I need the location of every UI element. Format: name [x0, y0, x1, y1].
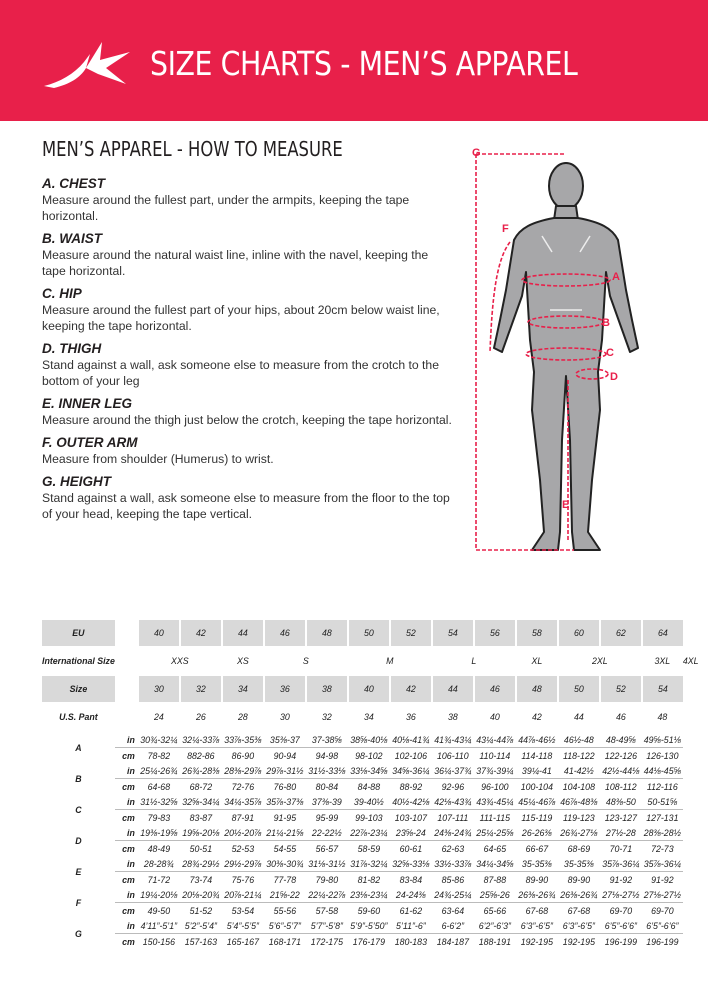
table-cell: 184-187: [432, 934, 474, 950]
table-cell: 123-127: [600, 810, 642, 826]
table-cell: 66-67: [516, 841, 558, 857]
label-c: C: [606, 347, 614, 359]
table-cell: 77-78: [264, 872, 306, 888]
table-cell: 85-86: [432, 872, 474, 888]
table-cell: 108-112: [600, 779, 642, 795]
table-cell: 91-92: [600, 872, 642, 888]
table-cell: 35-35⅜: [563, 858, 594, 869]
table-cell: 122-126: [600, 748, 642, 764]
table-cell: 88-92: [390, 779, 432, 795]
table-cell: 6’5”-6’6”: [604, 920, 637, 931]
table-cell: 89-90: [516, 872, 558, 888]
unit-label: in: [127, 796, 135, 807]
measure-row-c-cm: [42, 810, 699, 826]
table-cell: 44⅛-45⅝: [643, 765, 681, 776]
table-cell: 30⅜-30¾: [266, 858, 304, 869]
page-title: SIZE CHARTS - MEN’S APPAREL: [150, 44, 578, 83]
table-cell: 91-92: [642, 872, 683, 888]
table-cell: 70-71: [600, 841, 642, 857]
row-label: B: [75, 773, 82, 784]
table-cell: 26⅜-26¾: [560, 889, 598, 900]
table-cell: 49⅝-51⅛: [643, 734, 681, 745]
table-cell: 180-183: [390, 934, 432, 950]
header-banner: [0, 0, 708, 121]
table-cell: 104-108: [558, 779, 600, 795]
measure-row-e-cm: [42, 872, 699, 888]
table-cell: 110-114: [474, 748, 516, 764]
table-cell: 40½-42⅛: [392, 796, 430, 807]
table-cell: 126-130: [642, 748, 683, 764]
table-cell: 25¼-26¾: [140, 765, 178, 776]
eu-row: EU 40 42 44 46 48 50 52 54 56 58 60 62 64: [42, 620, 699, 646]
table-cell: 26⅜-26¾: [518, 889, 556, 900]
table-cell: 68-69: [558, 841, 600, 857]
table-cell: 19¼-20⅛: [140, 889, 178, 900]
table-cell: 42½-44⅛: [602, 765, 640, 776]
table-cell: 76-80: [264, 779, 306, 795]
table-cell: 68-72: [180, 779, 222, 795]
table-cell: 52-53: [222, 841, 264, 857]
table-cell: 33⅞-35⅜: [224, 734, 262, 745]
measure-row-a-cm: [42, 748, 699, 764]
body-silhouette: [494, 163, 638, 550]
measure-row-e-in: [42, 856, 699, 872]
measure-row-b-in: [42, 763, 699, 779]
table-cell: 119-123: [558, 810, 600, 826]
table-cell: 102-106: [390, 748, 432, 764]
alpinestars-logo-icon: [40, 38, 140, 90]
measure-row-f-in: [42, 887, 699, 903]
table-cell: 57-58: [306, 903, 348, 919]
table-cell: 56-57: [306, 841, 348, 857]
table-cell: 6’3”-6’5”: [562, 920, 595, 931]
table-cell: 20⅞-21¼: [224, 889, 262, 900]
table-cell: 27½-28: [605, 827, 636, 838]
table-cell: 20⅛-20¾: [182, 889, 220, 900]
table-cell: 4’11”-5’1”: [140, 920, 178, 931]
table-cell: 99-103: [348, 810, 390, 826]
table-cell: 107-111: [432, 810, 474, 826]
row-label: F: [75, 897, 82, 908]
table-cell: 157-163: [180, 934, 222, 950]
row-label: C: [75, 804, 82, 815]
measure-instructions: [42, 175, 452, 528]
unit-label: cm: [115, 934, 138, 950]
table-cell: 5’2”-5’4”: [184, 920, 217, 931]
table-cell: 30¾-32¼: [140, 734, 178, 745]
table-cell: 48-49⅝: [605, 734, 636, 745]
table-cell: 81-82: [348, 872, 390, 888]
table-cell: 55-56: [264, 903, 306, 919]
table-cell: 22-22½: [311, 827, 342, 838]
table-cell: 94-98: [306, 748, 348, 764]
table-cell: 35-35⅜: [521, 858, 552, 869]
table-cell: 51-52: [180, 903, 222, 919]
table-cell: 5’6”-5’7”: [268, 920, 301, 931]
table-cell: 53-54: [222, 903, 264, 919]
table-cell: 103-107: [390, 810, 432, 826]
table-cell: 172-175: [306, 934, 348, 950]
table-cell: 32¼-33⅞: [182, 734, 220, 745]
table-cell: 37¾-39¼: [476, 765, 514, 776]
table-cell: 112-116: [642, 779, 683, 795]
measure-waist: B. WAIST Measure around the natural waist line, inline with the navel, keeping the tape horizontal.: [42, 231, 429, 278]
table-cell: 37⅜-39: [311, 796, 342, 807]
table-cell: 118-122: [558, 748, 600, 764]
table-cell: 64-68: [138, 779, 180, 795]
table-cell: 92-96: [432, 779, 474, 795]
measure-row-f-cm: [42, 903, 699, 919]
label-b: B: [602, 317, 610, 329]
table-cell: 89-90: [558, 872, 600, 888]
table-cell: 34¼-34⅝: [476, 858, 514, 869]
measure-outer-arm: F. OUTER ARM Measure from shoulder (Humerus) to wrist.: [42, 435, 274, 466]
measure-inner-leg: E. INNER LEG Measure around the thigh just below the crotch, keeping the tape horizontal.: [42, 396, 452, 427]
table-cell: 192-195: [516, 934, 558, 950]
table-cell: 78-82: [138, 748, 180, 764]
table-cell: 882-86: [180, 748, 222, 764]
body-measurement-figure: [470, 140, 708, 580]
table-cell: 25⅝-26: [479, 889, 510, 900]
table-cell: 29⅞-31½: [266, 765, 304, 776]
table-cell: 59-60: [348, 903, 390, 919]
table-cell: 43¼-44⅞: [476, 734, 514, 745]
label-f: F: [502, 223, 509, 235]
size-row: Size 30 32 34 36 38 40 42 44 46 48 50 52 54: [42, 676, 699, 702]
table-cell: 35⅞-37⅜: [266, 796, 304, 807]
table-cell: 35⅜-37: [269, 734, 300, 745]
table-cell: 28⅜-28½: [643, 827, 681, 838]
table-cell: 65-66: [474, 903, 516, 919]
us-pant-row: U.S. Pant 24 26 28 30 32 34 36 38 40 42 44 46 48: [59, 712, 668, 722]
row-label: E: [75, 866, 82, 877]
measure-thigh: D. THIGH Stand against a wall, ask someone else to measure from the crotch to the bottom of your leg: [42, 341, 439, 388]
row-label: G: [75, 928, 82, 939]
table-cell: 100-104: [516, 779, 558, 795]
unit-label: cm: [115, 872, 138, 888]
table-cell: 61-62: [390, 903, 432, 919]
measure-row-d-cm: [42, 841, 699, 857]
table-cell: 19⅜-19⅝: [140, 827, 178, 838]
table-cell: 43¾-45¼: [476, 796, 514, 807]
size-table: [42, 620, 699, 949]
table-cell: 87-88: [474, 872, 516, 888]
table-cell: 27⅛-27½: [643, 889, 681, 900]
table-cell: 62-63: [432, 841, 474, 857]
table-cell: 69-70: [600, 903, 642, 919]
table-cell: 83-87: [180, 810, 222, 826]
table-cell: 32⅝-33⅛: [392, 858, 430, 869]
table-cell: 41-42½: [563, 765, 594, 776]
table-cell: 27⅛-27½: [602, 889, 640, 900]
table-cell: 34⅝-36¼: [392, 765, 430, 776]
measure-row-g-in: [42, 918, 699, 934]
table-cell: 96-100: [474, 779, 516, 795]
unit-label: in: [127, 858, 135, 869]
table-cell: 35⅞-36¼: [602, 858, 640, 869]
label-e: E: [562, 499, 570, 511]
table-cell: 26¾-28⅜: [182, 765, 220, 776]
how-to-measure-heading: MEN’S APPAREL - HOW TO MEASURE: [42, 137, 343, 161]
table-cell: 22⅞-23¼: [350, 827, 388, 838]
table-cell: 48⅜-50: [605, 796, 636, 807]
table-cell: 5’11”-6”: [396, 920, 426, 931]
table-cell: 75-76: [222, 872, 264, 888]
table-cell: 6’2”-6’3”: [478, 920, 511, 931]
table-cell: 176-179: [348, 934, 390, 950]
table-cell: 192-195: [558, 934, 600, 950]
table-cell: 33½-33⅞: [434, 858, 472, 869]
table-cell: 79-80: [306, 872, 348, 888]
table-cell: 21¼-21⅝: [266, 827, 304, 838]
table-cell: 42⅛-43¾: [434, 796, 472, 807]
table-cell: 72-73: [642, 841, 683, 857]
table-cell: 90-94: [264, 748, 306, 764]
table-cell: 39-40½: [353, 796, 384, 807]
measure-chest: A. CHEST Measure around the fullest part, under the armpits, keeping the tape horizontal.: [42, 176, 410, 223]
table-cell: 37-38⅝: [311, 734, 342, 745]
unit-label: cm: [115, 748, 138, 764]
table-cell: 24-24⅜: [395, 889, 426, 900]
table-cell: 46½-48: [563, 734, 594, 745]
table-cell: 28¾-29½: [182, 858, 220, 869]
label-a: A: [612, 271, 620, 283]
table-cell: 98-102: [348, 748, 390, 764]
table-cell: 31⅛-31½: [308, 858, 346, 869]
table-cell: 21⅝-22: [269, 889, 300, 900]
table-cell: 39¼-41: [521, 765, 552, 776]
table-cell: 31⅞-32¼: [350, 858, 388, 869]
measure-row-c-in: [42, 794, 699, 810]
table-cell: 6’5”-6’6”: [646, 920, 679, 931]
table-cell: 196-199: [642, 934, 683, 950]
table-cell: 29½-29⅞: [224, 858, 262, 869]
measure-row-a-in: [42, 732, 699, 748]
table-cell: 83-84: [390, 872, 432, 888]
table-cell: 35⅞-36¼: [643, 858, 681, 869]
table-cell: 64-65: [474, 841, 516, 857]
table-cell: 127-131: [642, 810, 683, 826]
table-cell: 28-28¾: [143, 858, 174, 869]
table-cell: 114-118: [516, 748, 558, 764]
table-cell: 49-50: [138, 903, 180, 919]
row-label: D: [75, 835, 82, 846]
table-cell: 60-61: [390, 841, 432, 857]
measure-row-b-cm: [42, 779, 699, 795]
table-cell: 165-167: [222, 934, 264, 950]
unit-label: in: [127, 889, 135, 900]
table-cell: 26¾-27⅛: [560, 827, 598, 838]
table-cell: 73-74: [180, 872, 222, 888]
table-cell: 19⅝-20⅛: [182, 827, 220, 838]
table-cell: 67-68: [516, 903, 558, 919]
table-cell: 58-59: [348, 841, 390, 857]
table-cell: 33⅛-34⅝: [350, 765, 388, 776]
measure-row-d-in: [42, 825, 699, 841]
unit-label: in: [127, 827, 135, 838]
table-cell: 86-90: [222, 748, 264, 764]
table-cell: 87-91: [222, 810, 264, 826]
unit-label: cm: [115, 779, 138, 795]
table-cell: 95-99: [306, 810, 348, 826]
table-cell: 46⅞-48⅜: [560, 796, 598, 807]
table-cell: 5’7”-5’8”: [310, 920, 343, 931]
table-cell: 20½-20⅞: [224, 827, 262, 838]
table-cell: 38⅝-40⅛: [350, 734, 388, 745]
table-cell: 72-76: [222, 779, 264, 795]
unit-label: cm: [115, 903, 138, 919]
table-cell: 196-199: [600, 934, 642, 950]
table-cell: 188-191: [474, 934, 516, 950]
table-cell: 150-156: [138, 934, 180, 950]
table-cell: 31½-32⅝: [140, 796, 178, 807]
unit-label: cm: [115, 841, 138, 857]
table-cell: 111-115: [474, 810, 516, 826]
table-cell: 106-110: [432, 748, 474, 764]
table-cell: 168-171: [264, 934, 306, 950]
measure-height: G. HEIGHT Stand against a wall, ask someone else to measure from the floor to the top of your head, keeping the tape vertical.: [42, 474, 450, 521]
table-cell: 23⅛-23¼: [350, 889, 388, 900]
table-cell: 26-26⅜: [521, 827, 552, 838]
unit-label: in: [127, 920, 135, 931]
table-cell: 80-84: [306, 779, 348, 795]
table-cell: 24⅜-24¾: [434, 827, 472, 838]
table-cell: 5’4”-5’5”: [226, 920, 259, 931]
table-cell: 48-49: [138, 841, 180, 857]
table-cell: 28⅜-29⅞: [224, 765, 262, 776]
table-cell: 91-95: [264, 810, 306, 826]
table-cell: 22¼-22⅞: [308, 889, 346, 900]
table-cell: 32⅝-34¼: [182, 796, 220, 807]
row-label: A: [75, 742, 82, 753]
table-cell: 40⅛-41¾: [392, 734, 430, 745]
table-cell: 50-51: [180, 841, 222, 857]
table-cell: 6-6’2”: [441, 920, 465, 931]
table-cell: 45¼-46⅞: [518, 796, 556, 807]
table-cell: 25¼-25⅝: [476, 827, 514, 838]
measure-row-g-cm: [42, 934, 699, 950]
table-cell: 54-55: [264, 841, 306, 857]
table-cell: 69-70: [642, 903, 683, 919]
table-cell: 71-72: [138, 872, 180, 888]
table-cell: 115-119: [516, 810, 558, 826]
table-cell: 50-51⅝: [647, 796, 678, 807]
intl-row: International Size XXS XS S M L XL 2XL 3XL 4XL: [42, 656, 699, 666]
unit-label: in: [127, 765, 135, 776]
table-cell: 34¼-35⅞: [224, 796, 262, 807]
table-cell: 5’9”-5’50”: [350, 920, 388, 931]
table-cell: 6’3”-6’5”: [520, 920, 553, 931]
measure-hip: C. HIP Measure around the fullest part of your hips, about 20cm below waist line, keeping the tape horizontal.: [42, 286, 440, 333]
table-cell: 63-64: [432, 903, 474, 919]
table-cell: 67-68: [558, 903, 600, 919]
table-cell: 36¼-37¾: [434, 765, 472, 776]
table-cell: 31½-33⅛: [308, 765, 346, 776]
label-g: G: [472, 147, 481, 159]
table-cell: 79-83: [138, 810, 180, 826]
table-cell: 44⅞-46½: [518, 734, 556, 745]
unit-label: in: [127, 734, 135, 745]
label-d: D: [610, 371, 618, 383]
table-cell: 23⅝-24: [395, 827, 426, 838]
table-cell: 41¾-43¼: [434, 734, 472, 745]
unit-label: cm: [115, 810, 138, 826]
table-cell: 24¾-25¼: [434, 889, 472, 900]
table-cell: 84-88: [348, 779, 390, 795]
